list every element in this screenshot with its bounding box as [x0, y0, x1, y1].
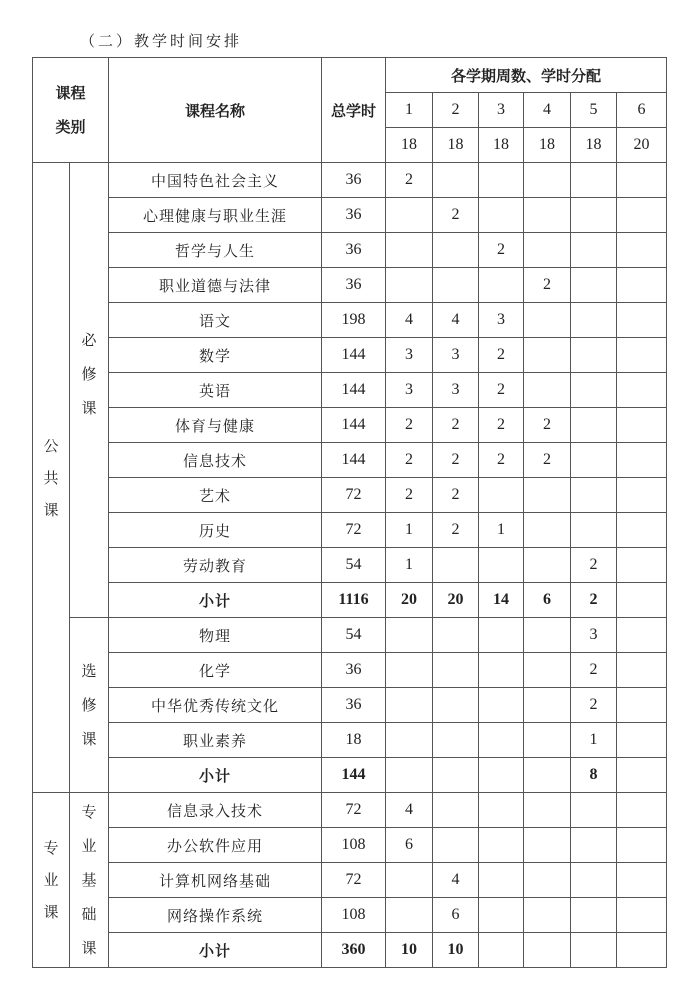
total-hours: 144 — [322, 338, 386, 373]
semester-hours — [617, 373, 667, 408]
semester-hours — [571, 478, 617, 513]
total-hours: 36 — [322, 198, 386, 233]
header-row-1 — [33, 58, 667, 93]
semester-hours: 20 — [433, 583, 479, 618]
semester-hours — [433, 688, 479, 723]
course-row — [33, 828, 667, 863]
semester-hours: 2 — [386, 478, 433, 513]
semester-hours: 3 — [386, 373, 433, 408]
course-name: 化学 — [109, 653, 322, 688]
semester-hours — [479, 758, 524, 793]
section-title: （二）教学时间安排 — [80, 32, 243, 50]
semester-hours: 2 — [524, 443, 571, 478]
semester-hours: 4 — [433, 863, 479, 898]
subtotal-label: 小计 — [109, 758, 322, 793]
semester-hours: 10 — [433, 933, 479, 968]
category-label — [33, 163, 70, 793]
semester-hours — [617, 268, 667, 303]
course-row — [33, 233, 667, 268]
semester-hours — [617, 618, 667, 653]
subcategory-label — [70, 163, 109, 618]
semester-hours — [617, 723, 667, 758]
semester-hours: 3 — [571, 618, 617, 653]
semester-hours — [479, 268, 524, 303]
header-weeks: 18 — [386, 128, 433, 163]
semester-hours — [386, 233, 433, 268]
course-name: 中华优秀传统文化 — [109, 688, 322, 723]
course-name: 职业道德与法律 — [109, 268, 322, 303]
semester-hours — [524, 653, 571, 688]
semester-hours — [571, 198, 617, 233]
semester-hours — [617, 828, 667, 863]
course-name: 心理健康与职业生涯 — [109, 198, 322, 233]
subcategory-char: 基 — [81, 871, 97, 889]
semester-hours — [571, 338, 617, 373]
category-label — [33, 793, 70, 968]
semester-hours — [386, 758, 433, 793]
semester-hours — [524, 548, 571, 583]
semester-hours — [479, 828, 524, 863]
semester-hours: 14 — [479, 583, 524, 618]
semester-hours — [617, 758, 667, 793]
semester-hours — [479, 618, 524, 653]
semester-hours: 4 — [433, 303, 479, 338]
total-hours: 36 — [322, 653, 386, 688]
subcategory-label — [70, 618, 109, 793]
semester-hours: 2 — [479, 338, 524, 373]
semester-hours — [479, 548, 524, 583]
semester-hours — [571, 793, 617, 828]
semester-hours: 2 — [479, 408, 524, 443]
semester-hours — [433, 828, 479, 863]
semester-hours — [479, 688, 524, 723]
subcategory-char: 课 — [81, 730, 97, 748]
semester-hours — [524, 373, 571, 408]
semester-hours: 2 — [386, 163, 433, 198]
semester-hours — [571, 233, 617, 268]
semester-hours: 20 — [386, 583, 433, 618]
header-semester: 4 — [524, 93, 571, 128]
semester-hours — [524, 688, 571, 723]
total-hours: 36 — [322, 688, 386, 723]
semester-hours: 2 — [524, 408, 571, 443]
course-name: 体育与健康 — [109, 408, 322, 443]
header-semester: 6 — [617, 93, 667, 128]
semester-hours — [386, 863, 433, 898]
semester-hours — [571, 513, 617, 548]
course-row — [33, 898, 667, 933]
category-char: 专 — [43, 839, 59, 857]
semester-hours — [524, 303, 571, 338]
subtotal-label: 小计 — [109, 933, 322, 968]
semester-hours — [479, 198, 524, 233]
semester-hours — [433, 268, 479, 303]
total-hours: 198 — [322, 303, 386, 338]
semester-hours — [571, 933, 617, 968]
header-course-name: 课程名称 — [109, 58, 322, 163]
semester-hours — [571, 863, 617, 898]
semester-hours: 4 — [386, 793, 433, 828]
semester-hours — [524, 338, 571, 373]
semester-hours: 2 — [386, 443, 433, 478]
total-hours: 360 — [322, 933, 386, 968]
semester-hours — [433, 653, 479, 688]
course-row — [33, 688, 667, 723]
semester-hours — [433, 758, 479, 793]
semester-hours — [571, 898, 617, 933]
header-weeks: 18 — [479, 128, 524, 163]
semester-hours: 4 — [386, 303, 433, 338]
semester-hours — [479, 653, 524, 688]
semester-hours: 1 — [479, 513, 524, 548]
total-hours: 72 — [322, 513, 386, 548]
semester-hours — [524, 618, 571, 653]
semester-hours: 3 — [433, 373, 479, 408]
semester-hours: 3 — [479, 303, 524, 338]
course-name: 中国特色社会主义 — [109, 163, 322, 198]
semester-hours: 3 — [386, 338, 433, 373]
course-name: 艺术 — [109, 478, 322, 513]
course-row — [33, 863, 667, 898]
course-row — [33, 443, 667, 478]
semester-hours: 2 — [524, 268, 571, 303]
total-hours: 36 — [322, 163, 386, 198]
header-total-hours: 总学时 — [322, 58, 386, 163]
course-row — [33, 548, 667, 583]
course-name: 历史 — [109, 513, 322, 548]
semester-hours: 1 — [386, 548, 433, 583]
semester-hours — [479, 723, 524, 758]
semester-hours — [386, 268, 433, 303]
semester-hours — [524, 793, 571, 828]
semester-hours — [433, 793, 479, 828]
semester-hours — [386, 688, 433, 723]
semester-hours — [524, 723, 571, 758]
semester-hours — [617, 338, 667, 373]
header-semester-group: 各学期周数、学时分配 — [386, 58, 667, 93]
semester-hours — [479, 478, 524, 513]
total-hours: 72 — [322, 863, 386, 898]
semester-hours — [617, 688, 667, 723]
header-weeks: 18 — [433, 128, 479, 163]
total-hours: 54 — [322, 548, 386, 583]
semester-hours — [524, 828, 571, 863]
semester-hours: 2 — [479, 233, 524, 268]
semester-hours — [617, 303, 667, 338]
course-name: 劳动教育 — [109, 548, 322, 583]
subtotal-row — [33, 583, 667, 618]
total-hours: 18 — [322, 723, 386, 758]
semester-hours — [617, 233, 667, 268]
subcategory-label — [70, 793, 109, 968]
semester-hours — [479, 933, 524, 968]
semester-hours — [617, 163, 667, 198]
subcategory-char: 础 — [81, 905, 97, 923]
semester-hours: 2 — [571, 548, 617, 583]
semester-hours — [571, 163, 617, 198]
semester-hours: 2 — [571, 688, 617, 723]
category-char: 课 — [43, 903, 59, 921]
semester-hours: 6 — [433, 898, 479, 933]
semester-hours — [617, 653, 667, 688]
course-name: 职业素养 — [109, 723, 322, 758]
semester-hours — [433, 548, 479, 583]
semester-hours — [617, 408, 667, 443]
subcategory-char: 专 — [81, 803, 97, 821]
semester-hours — [617, 443, 667, 478]
semester-hours: 10 — [386, 933, 433, 968]
semester-hours — [617, 583, 667, 618]
course-row — [33, 198, 667, 233]
semester-hours: 2 — [433, 408, 479, 443]
course-name: 数学 — [109, 338, 322, 373]
course-row — [33, 478, 667, 513]
semester-hours: 3 — [433, 338, 479, 373]
category-char: 共 — [43, 468, 59, 487]
semester-hours — [433, 163, 479, 198]
semester-hours — [571, 373, 617, 408]
total-hours: 144 — [322, 443, 386, 478]
semester-hours: 2 — [433, 198, 479, 233]
semester-hours — [571, 408, 617, 443]
course-name: 哲学与人生 — [109, 233, 322, 268]
semester-hours: 2 — [386, 408, 433, 443]
semester-hours — [386, 898, 433, 933]
total-hours: 54 — [322, 618, 386, 653]
course-name: 办公软件应用 — [109, 828, 322, 863]
teaching-schedule-table — [32, 57, 667, 968]
course-row — [33, 163, 667, 198]
semester-hours: 2 — [571, 583, 617, 618]
semester-hours — [479, 793, 524, 828]
total-hours: 36 — [322, 268, 386, 303]
course-row — [33, 303, 667, 338]
header-weeks: 18 — [524, 128, 571, 163]
semester-hours — [524, 933, 571, 968]
total-hours: 144 — [322, 408, 386, 443]
semester-hours — [386, 723, 433, 758]
course-name: 网络操作系统 — [109, 898, 322, 933]
total-hours: 72 — [322, 793, 386, 828]
subtotal-row — [33, 933, 667, 968]
subcategory-char: 课 — [81, 939, 97, 957]
course-row — [33, 373, 667, 408]
subcategory-char: 选 — [81, 662, 97, 680]
total-hours: 108 — [322, 828, 386, 863]
course-row — [33, 268, 667, 303]
header-semester: 3 — [479, 93, 524, 128]
subcategory-char: 修 — [81, 365, 97, 383]
semester-hours — [479, 863, 524, 898]
header-semester: 1 — [386, 93, 433, 128]
semester-hours: 2 — [433, 443, 479, 478]
semester-hours: 1 — [386, 513, 433, 548]
header-weeks: 20 — [617, 128, 667, 163]
semester-hours — [617, 933, 667, 968]
semester-hours — [524, 163, 571, 198]
course-row — [33, 653, 667, 688]
semester-hours: 8 — [571, 758, 617, 793]
semester-hours — [524, 513, 571, 548]
semester-hours — [386, 618, 433, 653]
semester-hours — [386, 198, 433, 233]
course-row — [33, 618, 667, 653]
total-hours: 144 — [322, 373, 386, 408]
header-category-line1: 课程 — [55, 84, 86, 102]
course-name: 计算机网络基础 — [109, 863, 322, 898]
semester-hours: 6 — [524, 583, 571, 618]
category-char: 公 — [43, 436, 59, 455]
semester-hours — [571, 268, 617, 303]
semester-hours: 2 — [433, 513, 479, 548]
semester-hours — [524, 233, 571, 268]
semester-hours — [524, 478, 571, 513]
course-name: 信息技术 — [109, 443, 322, 478]
semester-hours — [571, 828, 617, 863]
semester-hours — [617, 513, 667, 548]
semester-hours — [479, 898, 524, 933]
subtotal-row — [33, 758, 667, 793]
course-name: 英语 — [109, 373, 322, 408]
header-semester: 5 — [571, 93, 617, 128]
semester-hours — [617, 198, 667, 233]
total-hours: 144 — [322, 758, 386, 793]
semester-hours — [386, 653, 433, 688]
semester-hours — [617, 898, 667, 933]
semester-hours — [524, 898, 571, 933]
total-hours: 108 — [322, 898, 386, 933]
semester-hours — [433, 233, 479, 268]
semester-hours — [479, 163, 524, 198]
semester-hours: 2 — [479, 373, 524, 408]
subcategory-char: 业 — [81, 837, 97, 855]
course-name: 语文 — [109, 303, 322, 338]
semester-hours: 2 — [479, 443, 524, 478]
semester-hours — [433, 723, 479, 758]
header-semester: 2 — [433, 93, 479, 128]
subcategory-char: 课 — [81, 399, 97, 417]
semester-hours — [524, 758, 571, 793]
semester-hours — [524, 863, 571, 898]
subcategory-char: 修 — [81, 696, 97, 714]
semester-hours — [617, 548, 667, 583]
category-char: 业 — [43, 871, 59, 889]
header-weeks: 18 — [571, 128, 617, 163]
semester-hours — [617, 863, 667, 898]
semester-hours — [524, 198, 571, 233]
semester-hours: 2 — [571, 653, 617, 688]
header-category — [33, 58, 109, 163]
course-row — [33, 793, 667, 828]
semester-hours — [617, 793, 667, 828]
total-hours: 1116 — [322, 583, 386, 618]
category-char: 课 — [43, 500, 59, 519]
semester-hours — [433, 618, 479, 653]
semester-hours — [617, 478, 667, 513]
course-row — [33, 513, 667, 548]
semester-hours — [571, 443, 617, 478]
header-category-line2: 类别 — [55, 118, 86, 136]
course-row — [33, 338, 667, 373]
semester-hours — [571, 303, 617, 338]
subcategory-char: 必 — [81, 331, 97, 349]
total-hours: 36 — [322, 233, 386, 268]
semester-hours: 1 — [571, 723, 617, 758]
subtotal-label: 小计 — [109, 583, 322, 618]
course-row — [33, 723, 667, 758]
total-hours: 72 — [322, 478, 386, 513]
course-name: 信息录入技术 — [109, 793, 322, 828]
course-row — [33, 408, 667, 443]
semester-hours: 6 — [386, 828, 433, 863]
course-name: 物理 — [109, 618, 322, 653]
semester-hours: 2 — [433, 478, 479, 513]
